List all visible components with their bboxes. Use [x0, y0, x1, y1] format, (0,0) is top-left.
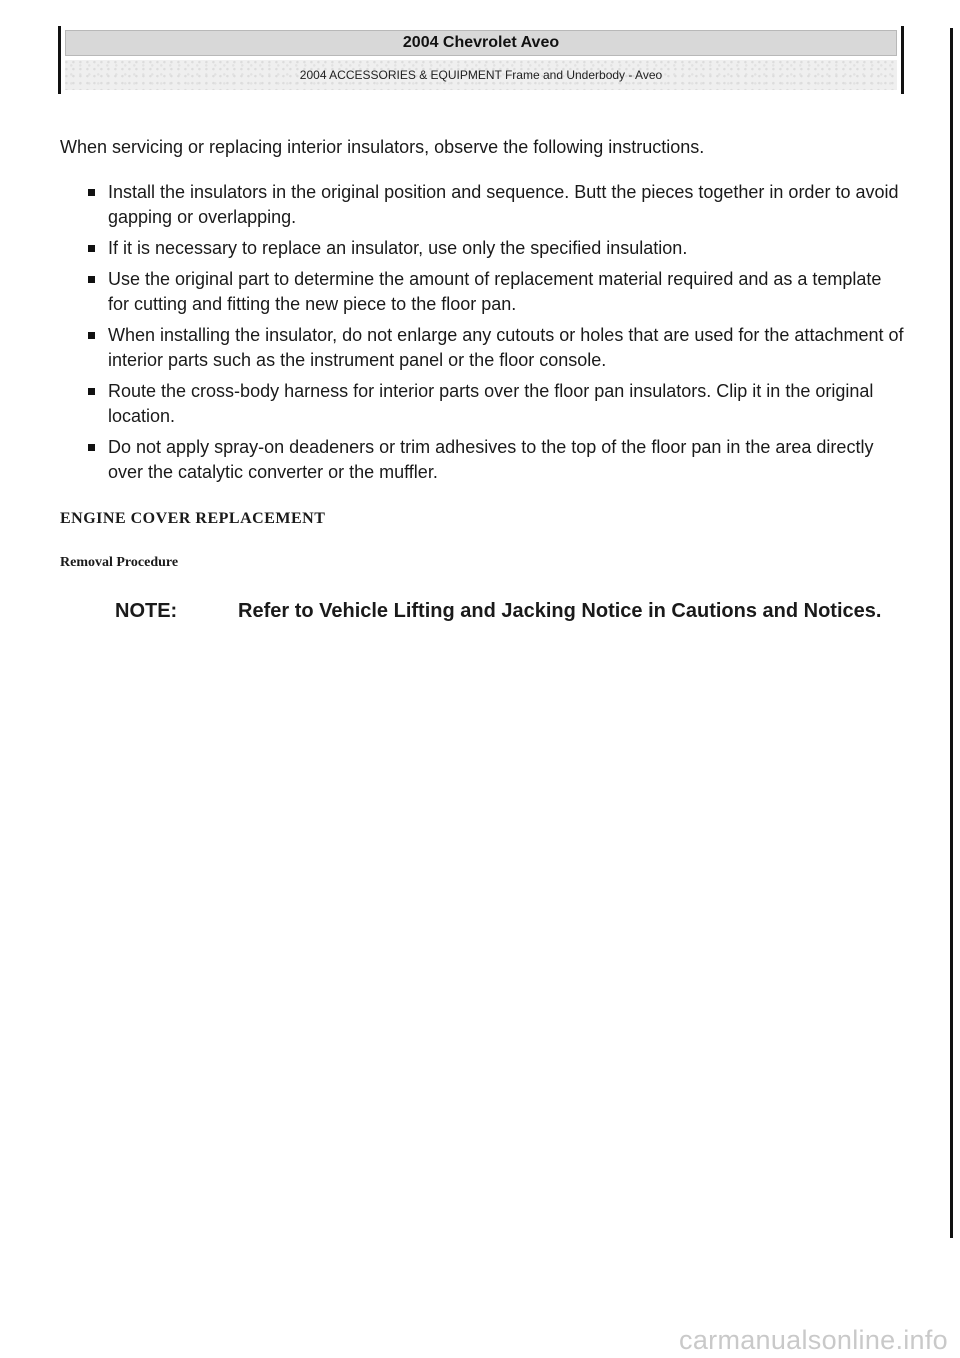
header-title: 2004 Chevrolet Aveo: [65, 30, 897, 56]
list-item-text: Install the insulators in the original position and sequence. Butt the pieces together in order to avoid gapping or overlapping.: [108, 182, 899, 227]
bullet-icon: [88, 245, 95, 252]
section-heading: ENGINE COVER REPLACEMENT: [60, 510, 326, 527]
list-item: [86, 180, 906, 230]
list-item-text: Route the cross-body harness for interior parts over the floor pan insulators. Clip it in the original location.: [108, 381, 874, 426]
list-item: [86, 379, 906, 429]
bullet-icon: [88, 332, 95, 339]
procedure-subheading: Removal Procedure: [60, 555, 179, 570]
header-subtitle: 2004 ACCESSORIES & EQUIPMENT Frame and Underbody - Aveo: [65, 60, 897, 90]
bullet-icon: [88, 189, 95, 196]
bullet-icon: [88, 444, 95, 451]
list-item-text: If it is necessary to replace an insulator, use only the specified insulation.: [108, 238, 688, 258]
list-item-text: When installing the insulator, do not enlarge any cutouts or holes that are used for the attachment of interior parts such as the instrument panel or the floor console.: [108, 325, 904, 370]
right-margin-rule: [950, 28, 953, 1238]
list-item: [86, 323, 906, 373]
list-item-text: Use the original part to determine the amount of replacement material required and as a template for cutting and fitting the new piece to the floor pan.: [108, 269, 882, 314]
list-item: [86, 236, 906, 261]
bullet-icon: [88, 388, 95, 395]
note-text: Refer to Vehicle Lifting and Jacking Notice in Cautions and Notices.: [238, 600, 882, 622]
list-item: [86, 267, 906, 317]
page-header: [58, 26, 904, 94]
list-item-text: Do not apply spray-on deadeners or trim adhesives to the top of the floor pan in the area directly over the catalytic converter or the muffler.: [108, 437, 874, 482]
list-item: [86, 435, 906, 485]
bullet-icon: [88, 276, 95, 283]
instruction-list: [86, 180, 906, 491]
note-label: NOTE:: [115, 600, 178, 622]
intro-paragraph: When servicing or replacing interior insulators, observe the following instructions.: [60, 137, 705, 157]
watermark-link[interactable]: carmanualsonline.info: [679, 1325, 948, 1355]
